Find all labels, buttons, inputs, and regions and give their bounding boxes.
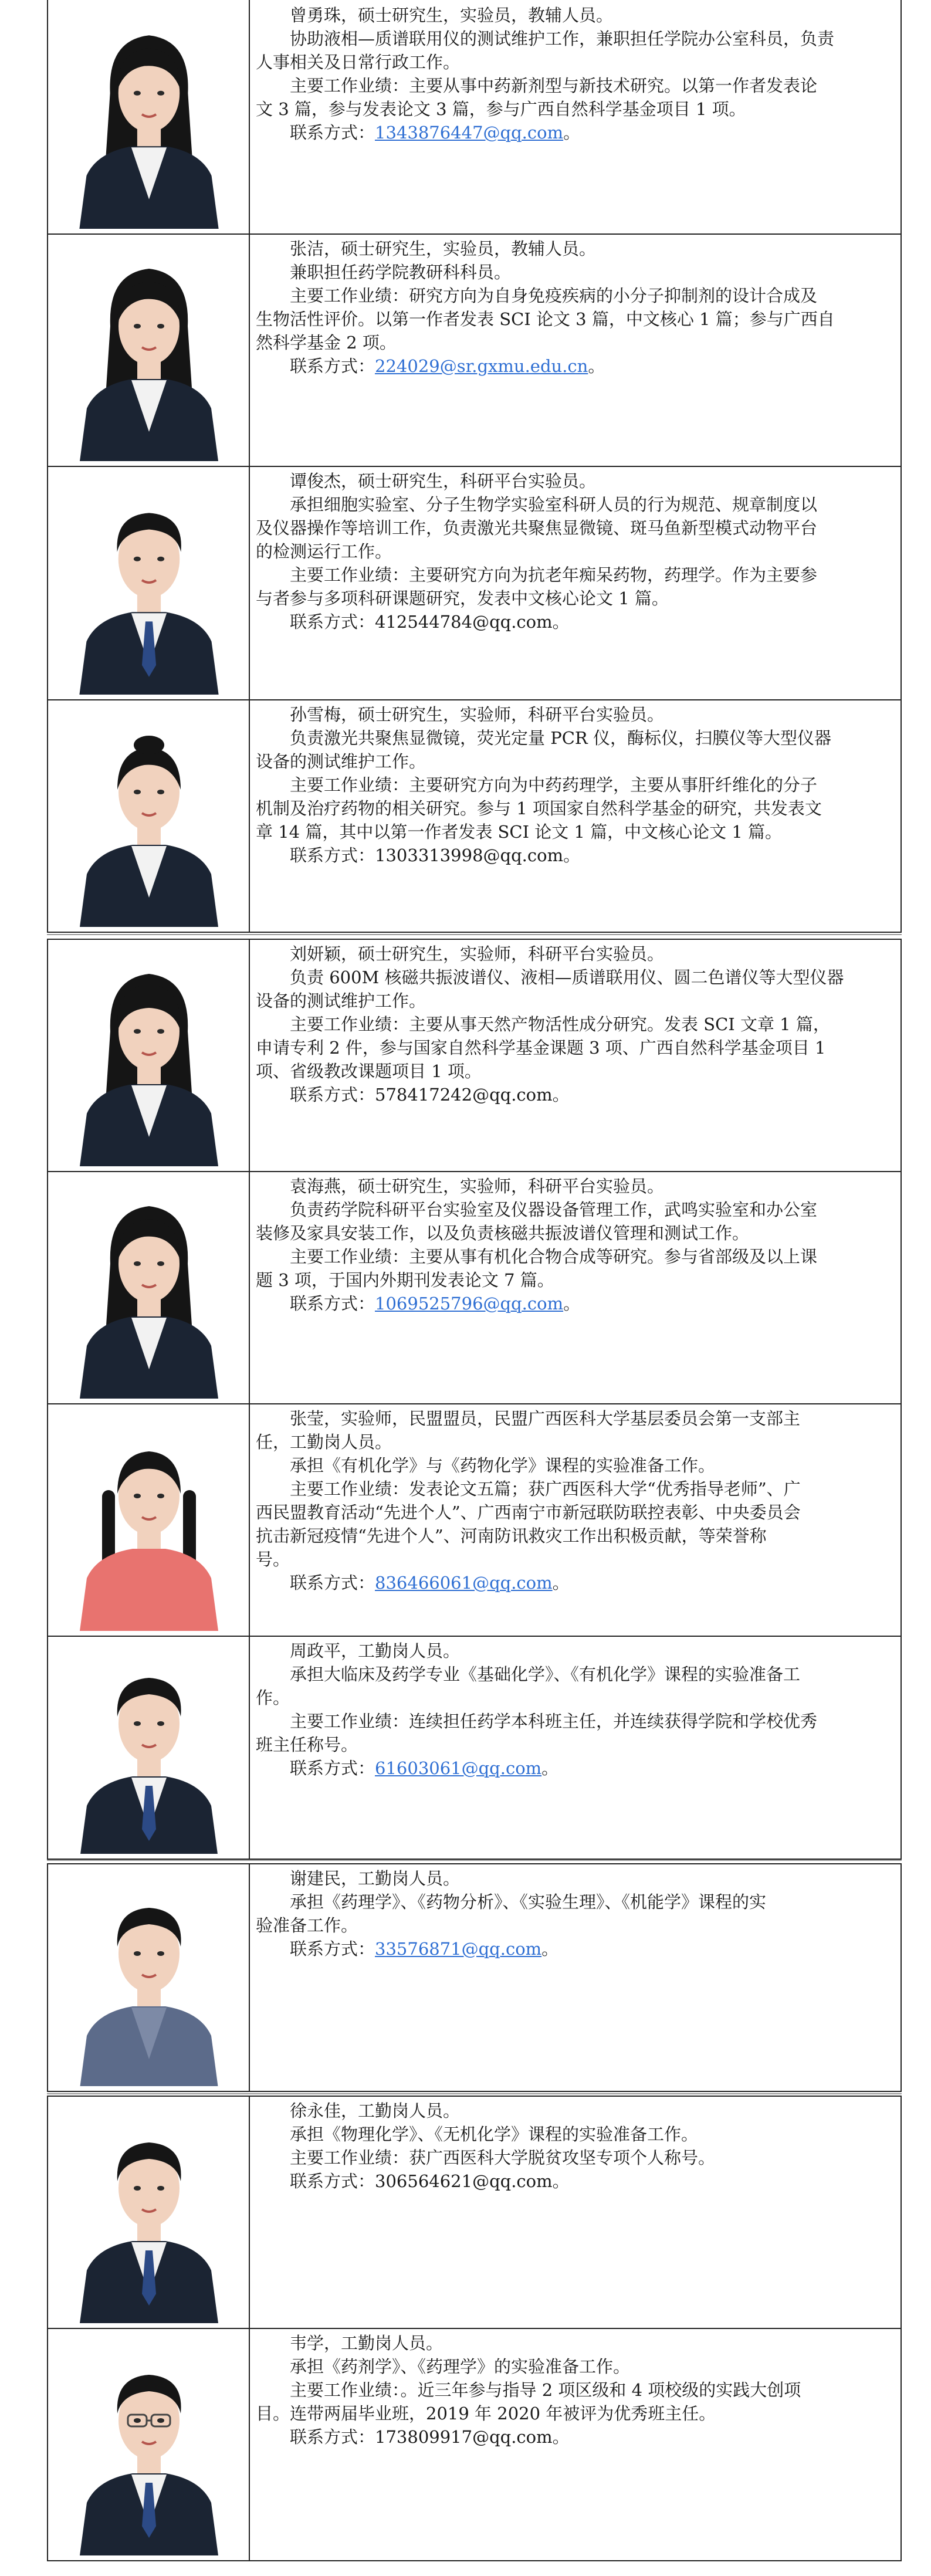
staff-photo — [56, 470, 242, 695]
contact-period: 。 — [552, 612, 570, 632]
row-divider — [47, 1403, 902, 1404]
bio-line: 周政平，工勤岗人员。 — [290, 1641, 461, 1661]
bio-line: 曾勇珠，硕士研究生，实验员，教辅人员。 — [290, 5, 614, 25]
photo-cell — [47, 0, 250, 233]
bio-line: 承担《有机化学》与《药物化学》课程的实验准备工作。 — [290, 1455, 716, 1475]
bio-line: 验准备工作。 — [256, 1915, 358, 1935]
row-divider — [47, 1171, 902, 1172]
photo-cell — [47, 2096, 250, 2328]
photo-cell — [47, 466, 250, 699]
contact-label: 联系方式： — [290, 123, 375, 143]
bio-line: 张洁，硕士研究生，实验员，教辅人员。 — [290, 239, 597, 259]
photo-cell — [47, 233, 250, 466]
contact-label: 联系方式： — [290, 2427, 375, 2447]
staff-entry — [47, 1171, 902, 1403]
photo-cell — [47, 939, 250, 1171]
contact-period: 。 — [552, 1085, 570, 1105]
contact-line — [256, 121, 892, 144]
bio-line: 承担细胞实验室、分子生物学实验室科研人员的行为规范、规章制度以 — [290, 495, 818, 514]
bio-cell — [250, 1863, 902, 2091]
photo-cell — [47, 1403, 250, 1636]
bio-line: 人事相关及日常行政工作。 — [256, 52, 461, 72]
bio-line: 任，工勤岗人员。 — [256, 1432, 392, 1452]
bio-line: 设备的测试维护工作。 — [256, 752, 426, 771]
staff-photo — [56, 1868, 242, 2086]
staff-photo — [56, 5, 242, 229]
staff-entry — [47, 2096, 902, 2328]
bio-line: 张莹，实验师，民盟盟员，民盟广西医科大学基层委员会第一支部主 — [290, 1409, 801, 1429]
bio-cell — [250, 699, 902, 932]
staff-entry — [47, 1863, 902, 2091]
staff-photo — [56, 238, 242, 461]
bio-line: 主要工作业绩：主要研究方向为抗老年痴呆药物，药理学。作为主要参 — [290, 565, 818, 585]
bio-line: 设备的测试维护工作。 — [256, 991, 426, 1011]
photo-cell — [47, 1863, 250, 2091]
bio-line: 题 3 项，于国内外期刊发表论文 7 篇。 — [256, 1270, 554, 1290]
bio-line: 袁海燕，硕士研究生，实验师，科研平台实验员。 — [290, 1176, 665, 1196]
bio-line: 班主任称号。 — [256, 1735, 358, 1755]
photo-cell — [47, 699, 250, 932]
bio-cell — [250, 2096, 902, 2328]
contact-email[interactable]: 836466061@qq.com — [375, 1573, 553, 1593]
bio-line: 负责 600M 核磁共振波谱仪、液相—质谱联用仪、圆二色谱仪等大型仪器 — [290, 967, 844, 987]
bio-line: 韦学，工勤岗人员。 — [290, 2333, 444, 2353]
row-divider — [47, 2091, 902, 2092]
contact-line — [256, 610, 892, 634]
bio-line: 机制及治疗药物的相关研究。参与 1 项国家自然科学基金的研究，共发表文 — [256, 798, 822, 818]
staff-entry — [47, 233, 902, 466]
contact-period: 。 — [588, 356, 605, 376]
contact-period: 。 — [552, 2171, 570, 2191]
contact-email: 412544784@qq.com — [375, 612, 553, 632]
photo-cell — [47, 1636, 250, 1859]
row-divider — [47, 233, 902, 235]
row-divider — [47, 932, 902, 933]
row-divider — [47, 1863, 902, 1864]
bio-line: 主要工作业绩：发表论文五篇；获广西医科大学“优秀指导老师”、广 — [290, 1479, 801, 1499]
contact-line — [256, 2425, 892, 2449]
staff-photo — [56, 1408, 242, 1631]
contact-label: 联系方式： — [290, 1758, 375, 1778]
bio-line: 承担大临床及药学专业《基础化学》、《有机化学》课程的实验准备工 — [290, 1664, 801, 1684]
bio-line: 文 3 篇，参与发表论文 3 篇，参与广西自然科学基金项目 1 项。 — [256, 99, 746, 119]
bio-line: 抗击新冠疫情“先进个人”、河南防讯救灾工作出积极贡献，等荣誉称 — [256, 1526, 767, 1546]
bio-line: 徐永佳，工勤岗人员。 — [290, 2101, 461, 2121]
bio-line: 谢建民，工勤岗人员。 — [290, 1868, 461, 1888]
bio-line: 主要工作业绩：连续担任药学本科班主任，并连续获得学院和学校优秀 — [290, 1711, 818, 1731]
bio-line: 项、省级教改课题项目 1 项。 — [256, 1061, 482, 1081]
row-divider — [47, 699, 902, 700]
contact-period: 。 — [563, 1294, 581, 1314]
bio-line: 兼职担任药学院教研科科员。 — [290, 262, 512, 282]
contact-label: 联系方式： — [290, 1939, 375, 1959]
bio-line: 申请专利 2 件，参与国家自然科学基金课题 3 项、广西自然科学基金项目 1 — [256, 1038, 826, 1058]
row-divider — [47, 2560, 902, 2561]
bio-line: 装修及家具安装工作，以及负责核磁共振波谱仪管理和测试工作。 — [256, 1223, 750, 1243]
bio-line: 主要工作业绩：主要从事天然产物活性成分研究。发表 SCI 文章 1 篇， — [290, 1014, 830, 1034]
contact-email[interactable]: 61603061@qq.com — [375, 1758, 542, 1778]
bio-cell — [250, 233, 902, 466]
photo-cell — [47, 2328, 250, 2560]
bio-cell — [250, 939, 902, 1171]
row-divider — [47, 466, 902, 467]
contact-period: 。 — [563, 845, 581, 865]
contact-label: 联系方式： — [290, 356, 375, 376]
bio-line: 孙雪梅，硕士研究生，实验师，科研平台实验员。 — [290, 705, 665, 725]
bio-cell — [250, 1171, 902, 1403]
contact-label: 联系方式： — [290, 2171, 375, 2191]
contact-period: 。 — [552, 2427, 570, 2447]
bio-line: 主要工作业绩：主要从事有机化合物合成等研究。参与省部级及以上课 — [290, 1247, 818, 1267]
bio-line: 与者参与多项科研课题研究，发表中文核心论文 1 篇。 — [256, 588, 669, 608]
bio-line: 章 14 篇，其中以第一作者发表 SCI 论文 1 篇，中文核心论文 1 篇。 — [256, 822, 783, 842]
contact-email[interactable]: 1343876447@qq.com — [375, 123, 564, 143]
contact-line — [256, 1571, 892, 1595]
bio-line: 刘妍颖，硕士研究生，实验师，科研平台实验员。 — [290, 944, 665, 964]
bio-line: 承担《物理化学》、《无机化学》课程的实验准备工作。 — [290, 2124, 699, 2144]
contact-line — [256, 1937, 892, 1961]
staff-photo — [56, 943, 242, 1166]
staff-entry — [47, 0, 902, 233]
contact-line — [256, 354, 892, 378]
bio-cell — [250, 1636, 902, 1859]
bio-cell — [250, 0, 902, 233]
contact-label: 联系方式： — [290, 1294, 375, 1314]
row-divider — [47, 2096, 902, 2097]
bio-line: 负责药学院科研平台实验室及仪器设备管理工作，武鸣实验室和办公室 — [290, 1200, 818, 1220]
staff-photo — [56, 1176, 242, 1399]
bio-line: 及仪器操作等培训工作，负责激光共聚焦显微镜、斑马鱼新型模式动物平台 — [256, 518, 818, 538]
row-divider — [47, 2328, 902, 2329]
contact-line — [256, 1292, 892, 1315]
page-break-rule — [47, 1860, 902, 1861]
staff-entry — [47, 939, 902, 1171]
contact-period: 。 — [552, 1573, 570, 1593]
contact-line — [256, 1756, 892, 1780]
bio-cell — [250, 2328, 902, 2560]
staff-photo — [56, 1640, 242, 1854]
staff-entry — [47, 466, 902, 699]
contact-line — [256, 2169, 892, 2193]
bio-line: 主要工作业绩：研究方向为自身免疫疾病的小分子抑制剂的设计合成及 — [290, 286, 818, 306]
bio-line: 负责激光共聚焦显微镜，荧光定量 PCR 仪，酶标仪，扫膜仪等大型仪器 — [290, 728, 831, 748]
contact-period: 。 — [541, 1939, 559, 1959]
contact-email: 306564621@qq.com — [375, 2171, 553, 2191]
staff-entry — [47, 1636, 902, 1859]
contact-period: 。 — [541, 1758, 559, 1778]
row-divider — [47, 939, 902, 940]
bio-line: 作。 — [256, 1688, 290, 1708]
bio-line: 主要工作业绩：主要研究方向为中药药理学，主要从事肝纤维化的分子 — [290, 775, 818, 795]
contact-period: 。 — [563, 123, 581, 143]
contact-email: 578417242@qq.com — [375, 1085, 553, 1105]
staff-entry — [47, 1403, 902, 1636]
contact-label: 联系方式： — [290, 1573, 375, 1593]
bio-line: 谭俊杰，硕士研究生，科研平台实验员。 — [290, 471, 597, 491]
staff-entry — [47, 699, 902, 932]
contact-label: 联系方式： — [290, 845, 375, 865]
bio-line: 主要工作业绩：。近三年参与指导 2 项区级和 4 项校级的实践大创项 — [290, 2380, 801, 2400]
page-break-rule — [47, 934, 902, 935]
contact-label: 联系方式： — [290, 1085, 375, 1105]
contact-email[interactable]: 33576871@qq.com — [375, 1939, 542, 1959]
bio-line: 主要工作业绩：主要从事中药新剂型与新技术研究。以第一作者发表论 — [290, 76, 818, 96]
staff-photo — [56, 704, 242, 927]
bio-line: 目。连带两届毕业班，2019 年 2020 年被评为优秀班主任。 — [256, 2404, 716, 2423]
contact-email[interactable]: 1069525796@qq.com — [375, 1294, 564, 1314]
bio-line: 协助液相—质谱联用仪的测试维护工作，兼职担任学院办公室科员，负责 — [290, 29, 835, 49]
contact-email: 173809917@qq.com — [375, 2427, 553, 2447]
bio-line: 然科学基金 2 项。 — [256, 333, 397, 353]
staff-photo — [56, 2100, 242, 2323]
contact-line — [256, 1083, 892, 1106]
bio-line: 的检测运行工作。 — [256, 541, 392, 561]
bio-line: 西民盟教育活动“先进个人”、广西南宁市新冠联防联控表彰、中央委员会 — [256, 1502, 801, 1522]
page-break-rule — [47, 2093, 902, 2094]
bio-cell — [250, 1403, 902, 1636]
bio-line: 主要工作业绩：获广西医科大学脱贫攻坚专项个人称号。 — [290, 2148, 716, 2168]
row-divider — [47, 1636, 902, 1637]
bio-cell — [250, 466, 902, 699]
bio-line: 号。 — [256, 1549, 290, 1569]
staff-photo — [56, 2333, 242, 2555]
photo-cell — [47, 1171, 250, 1403]
contact-line — [256, 844, 892, 867]
contact-email[interactable]: 224029@sr.gxmu.edu.cn — [375, 356, 588, 376]
bio-line: 生物活性评价。以第一作者发表 SCI 论文 3 篇，中文核心 1 篇；参与广西自 — [256, 309, 835, 329]
staff-entry — [47, 2328, 902, 2560]
bio-line: 承担《药剂学》、《药理学》的实验准备工作。 — [290, 2357, 631, 2377]
bio-line: 承担《药理学》、《药物分析》、《实验生理》、《机能学》课程的实 — [290, 1892, 767, 1912]
contact-label: 联系方式： — [290, 612, 375, 632]
contact-email: 1303313998@qq.com — [375, 845, 564, 865]
